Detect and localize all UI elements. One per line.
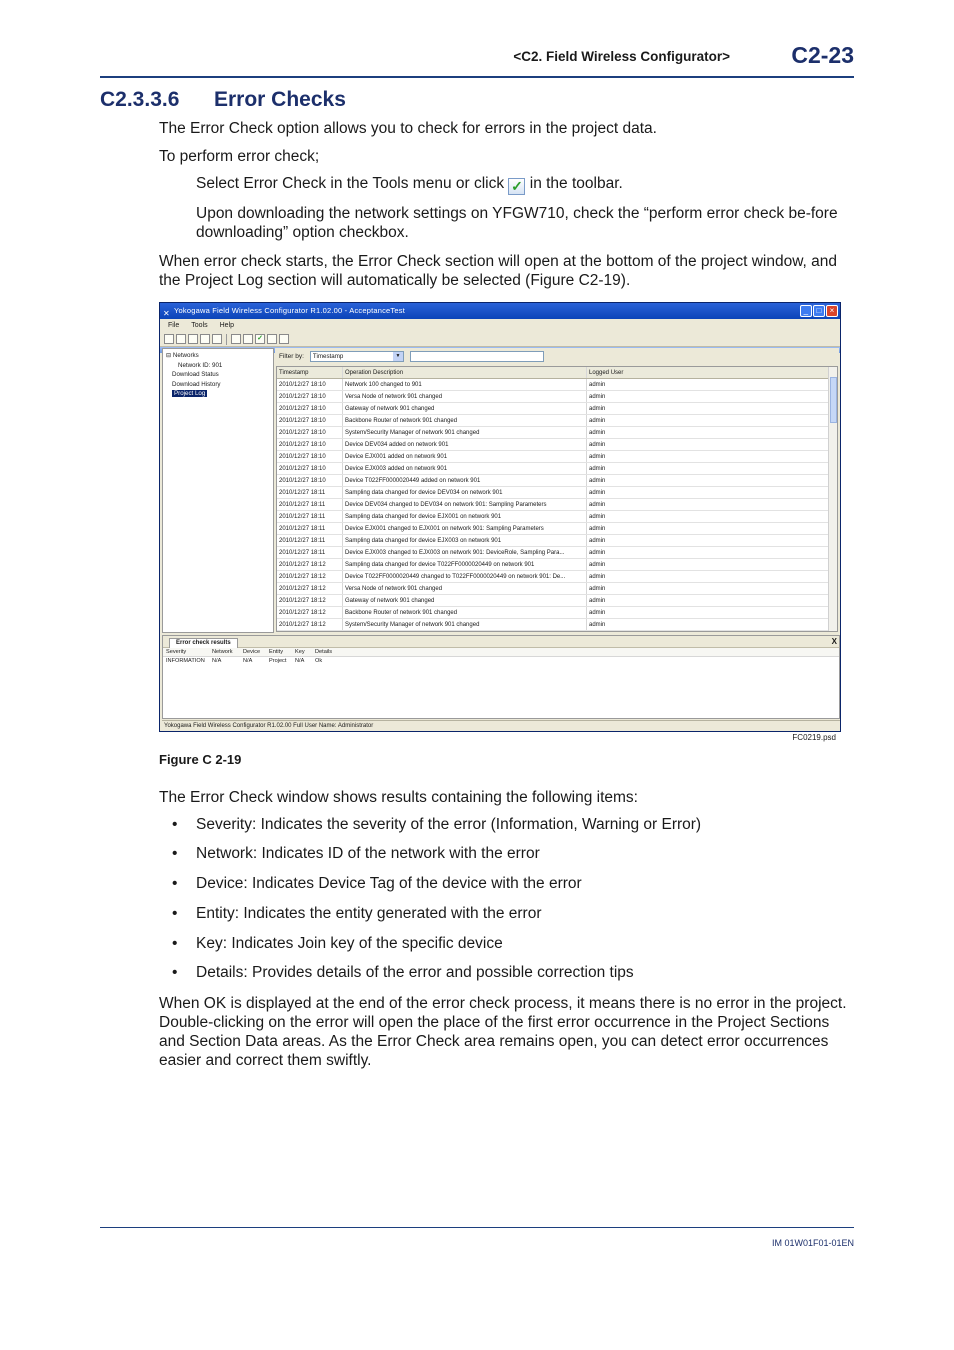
table-cell: 2010/12/27 18:11 <box>277 487 343 498</box>
table-cell: Backbone Router of network 901 changed <box>343 607 587 618</box>
step-2: Upon downloading the network settings on YFGW710, check the “perform error check be-fore downloading” option checkbox. <box>196 205 838 241</box>
table-cell: admin <box>589 454 606 460</box>
table-cell: 2010/12/27 18:12 <box>277 595 343 606</box>
table-cell: Versa Node of network 901 changed <box>343 391 587 402</box>
ec-col-entity[interactable]: Entity <box>269 649 283 655</box>
status-bar: Yokogawa Field Wireless Configurator R1.02.00 Full User Name: Administrator <box>162 720 840 730</box>
table-cell: 2010/12/27 18:11 <box>277 511 343 522</box>
table-cell: admin <box>589 526 606 532</box>
table-cell: 2010/12/27 18:10 <box>277 415 343 426</box>
table-header <box>277 367 837 379</box>
table-cell: Device T022FF0000020449 changed to T022FF0000020449 on network 901: De... <box>343 571 587 582</box>
table-cell: admin <box>589 610 606 616</box>
table-row[interactable] <box>277 451 837 463</box>
closing-paragraph: When OK is displayed at the end of the error check process, it means there is no error in the project. Double-clicking on the error will open the place of the first error occurrence in the Project Sections and Section Data areas. As the Error Check area remains open, you can detect error occurrences easier and correct them swiftly. <box>159 995 847 1069</box>
table-cell: Sampling data changed for device EJX001 on network 901 <box>343 511 587 522</box>
step-1 <box>196 174 846 195</box>
menu-tools[interactable]: Tools <box>191 322 208 329</box>
tree-node-network-id[interactable]: Network ID: 901 <box>178 361 223 369</box>
filter-label: Filter by: <box>279 353 304 360</box>
window-title: Yokogawa Field Wireless Configurator R1.02.00 - AcceptanceTest <box>174 306 405 315</box>
scroll-thumb[interactable] <box>830 377 837 423</box>
table-row[interactable] <box>277 619 837 631</box>
table-body <box>277 379 837 631</box>
minimize-button[interactable]: _ <box>800 305 812 317</box>
table-cell: Device DEV034 added on network 901 <box>343 439 587 450</box>
table-row[interactable] <box>277 427 837 439</box>
table-cell: 2010/12/27 18:10 <box>277 475 343 486</box>
table-cell: System/Security Manager of network 901 changed <box>343 619 587 630</box>
error-check-tabbar <box>163 636 839 648</box>
filter-select[interactable]: Timestamp ▼ <box>310 351 404 362</box>
table-cell: Versa Node of network 901 changed <box>343 583 587 594</box>
figure-file-code: FC0219.psd <box>792 733 836 742</box>
export-icon[interactable] <box>212 334 222 344</box>
maximize-button[interactable]: □ <box>813 305 825 317</box>
download-icon[interactable] <box>243 334 253 344</box>
table-row[interactable] <box>277 415 837 427</box>
error-check-toolbar-icon: ✓ <box>508 178 525 195</box>
procedure-lead: To perform error check; <box>159 148 320 165</box>
table-row[interactable] <box>277 583 837 595</box>
menu-help[interactable]: Help <box>219 322 235 329</box>
toolbar <box>160 332 840 347</box>
ec-cell: N/A <box>295 658 305 664</box>
list-item-details: Details: Provides details of the error and possible correction tips <box>196 964 634 981</box>
error-check-start-paragraph: When error check starts, the Error Check section will open at the bottom of the project window, and the Project Log section will automatically be selected (Figure C2-19). <box>159 253 838 289</box>
ec-col-device[interactable]: Device <box>243 649 261 655</box>
ec-col-details[interactable]: Details <box>315 649 333 655</box>
ec-cell: N/A <box>243 658 253 664</box>
running-header: <C2. Field Wireless Configurator> <box>513 49 730 64</box>
table-cell: System/Security Manager of network 901 changed <box>343 427 587 438</box>
error-check-panel <box>162 635 840 719</box>
filter-input[interactable] <box>410 351 544 362</box>
import-icon[interactable] <box>200 334 210 344</box>
bullet-marker: • <box>172 845 178 862</box>
table-cell: 2010/12/27 18:10 <box>277 439 343 450</box>
figure-caption: Figure C 2-19 <box>159 752 242 767</box>
project-tree <box>162 348 274 633</box>
table-cell: admin <box>589 478 606 484</box>
table-cell: 2010/12/27 18:10 <box>277 391 343 402</box>
list-item-device: Device: Indicates Device Tag of the device with the error <box>196 875 582 892</box>
table-cell: Device EJX001 changed to EJX001 on network 901: Sampling Parameters <box>343 523 587 534</box>
table-row[interactable] <box>277 571 837 583</box>
col-user[interactable]: Logged User <box>589 370 624 376</box>
table-cell: admin <box>589 550 606 556</box>
table-cell: admin <box>589 466 606 472</box>
table-row[interactable] <box>277 547 837 559</box>
table-row[interactable] <box>277 499 837 511</box>
ec-cell: INFORMATION <box>166 658 205 664</box>
app-icon: ✕ <box>163 309 170 318</box>
table-cell: Gateway of network 901 changed <box>343 403 587 414</box>
tree-node-download-history[interactable]: Download History <box>172 380 221 388</box>
table-cell: admin <box>589 622 606 628</box>
list-item-entity: Entity: Indicates the entity generated with the error <box>196 905 542 922</box>
table-cell: 2010/12/27 18:10 <box>277 451 343 462</box>
table-row[interactable] <box>277 487 837 499</box>
bullet-marker: • <box>172 816 178 833</box>
window-titlebar <box>160 303 840 319</box>
list-item-network: Network: Indicates ID of the network with the error <box>196 845 540 862</box>
table-row[interactable] <box>277 523 837 535</box>
error-check-header <box>163 648 839 657</box>
ec-col-severity[interactable]: Severity <box>166 649 187 655</box>
section-number: C2.3.3.6 <box>100 88 180 111</box>
table-cell: admin <box>589 538 606 544</box>
table-row[interactable] <box>277 475 837 487</box>
table-cell: 2010/12/27 18:11 <box>277 535 343 546</box>
close-button[interactable]: × <box>826 305 838 317</box>
bullet-marker: • <box>172 935 178 952</box>
items-intro: The Error Check window shows results containing the following items: <box>159 789 638 806</box>
vertical-scrollbar[interactable] <box>828 367 837 631</box>
table-cell: 2010/12/27 18:11 <box>277 547 343 558</box>
bullet-marker: • <box>172 905 178 922</box>
table-cell: Backbone Router of network 901 changed <box>343 415 587 426</box>
intro-paragraph: The Error Check option allows you to check for errors in the project data. <box>159 120 657 137</box>
table-cell: Device EJX003 added on network 901 <box>343 463 587 474</box>
menu-bar <box>160 319 840 332</box>
table-row[interactable] <box>277 379 837 391</box>
table-cell: admin <box>589 562 606 568</box>
chevron-down-icon: ▼ <box>393 352 403 361</box>
menu-file[interactable]: File <box>168 322 180 329</box>
ec-cell: N/A <box>212 658 222 664</box>
table-cell: Sampling data changed for device EJX003 on network 901 <box>343 535 587 546</box>
table-row[interactable] <box>277 595 837 607</box>
ec-cell: Ok <box>315 658 323 664</box>
table-cell: Device DEV034 changed to DEV034 on network 901: Sampling Parameters <box>343 499 587 510</box>
table-cell: admin <box>589 442 606 448</box>
table-row[interactable] <box>277 403 837 415</box>
table-cell: 2010/12/27 18:11 <box>277 499 343 510</box>
ec-col-network[interactable]: Network <box>212 649 233 655</box>
table-row[interactable] <box>277 511 837 523</box>
table-cell: admin <box>589 574 606 580</box>
table-cell: admin <box>589 406 606 412</box>
table-cell: admin <box>589 514 606 520</box>
table-cell: Device EJX001 added on network 901 <box>343 451 587 462</box>
table-cell: 2010/12/27 18:12 <box>277 571 343 582</box>
table-cell: 2010/12/27 18:12 <box>277 619 343 630</box>
page-number: C2-23 <box>791 42 854 68</box>
tab-error-check-results[interactable]: Error check results <box>169 638 238 648</box>
print-icon[interactable] <box>231 334 241 344</box>
error-check-icon[interactable]: ✓ <box>255 334 265 344</box>
list-item-key: Key: Indicates Join key of the specific device <box>196 935 503 952</box>
table-cell: 2010/12/27 18:10 <box>277 463 343 474</box>
tree-node-networks[interactable]: ⊟ Networks <box>166 352 199 359</box>
ec-cell: Project <box>269 658 287 664</box>
table-cell: admin <box>589 394 606 400</box>
table-row[interactable] <box>277 391 837 403</box>
open-icon[interactable] <box>176 334 186 344</box>
section-heading <box>100 88 346 112</box>
save-icon[interactable] <box>188 334 198 344</box>
table-cell: Sampling data changed for device T022FF0000020449 on network 901 <box>343 559 587 570</box>
step-1-text-b: in the toolbar. <box>529 175 623 192</box>
step-1-text-a: Select Error Check in the Tools menu or click <box>196 175 505 192</box>
table-cell: admin <box>589 382 606 388</box>
search-icon[interactable] <box>279 334 289 344</box>
table-row[interactable] <box>277 463 837 475</box>
header-rule <box>100 76 854 78</box>
table-cell: Sampling data changed for device DEV034 on network 901 <box>343 487 587 498</box>
close-icon[interactable]: X <box>831 637 837 646</box>
table-row[interactable] <box>277 559 837 571</box>
table-cell: Device EJX003 changed to EJX003 on network 901: DeviceRole, Sampling Para... <box>343 547 587 558</box>
table-cell: 2010/12/27 18:12 <box>277 559 343 570</box>
table-row[interactable] <box>277 607 837 619</box>
table-cell: 2010/12/27 18:12 <box>277 607 343 618</box>
footer-rule <box>100 1227 854 1228</box>
tree-node-project-log[interactable]: Project Log <box>174 390 206 397</box>
document-number: IM 01W01F01-01EN <box>771 1238 854 1248</box>
table-cell: 2010/12/27 18:10 <box>277 427 343 438</box>
table-cell: 2010/12/27 18:10 <box>277 403 343 414</box>
section-title: Error Checks <box>214 88 346 111</box>
table-cell: admin <box>589 502 606 508</box>
table-cell: 2010/12/27 18:11 <box>277 523 343 534</box>
table-cell: admin <box>589 490 606 496</box>
table-cell: admin <box>589 598 606 604</box>
table-cell: 2010/12/27 18:12 <box>277 583 343 594</box>
filter-bar <box>279 351 544 362</box>
error-check-row[interactable] <box>163 657 839 666</box>
table-cell: Device T022FF0000020449 added on network 901 <box>343 475 587 486</box>
table-cell: admin <box>589 418 606 424</box>
table-cell: Gateway of network 901 changed <box>343 595 587 606</box>
project-log-table <box>276 366 838 632</box>
toolbar-separator <box>226 334 227 345</box>
table-cell: 2010/12/27 18:10 <box>277 379 343 390</box>
table-cell: admin <box>589 586 606 592</box>
hand-icon[interactable] <box>267 334 277 344</box>
project-log-pane <box>275 348 839 633</box>
bullet-marker: • <box>172 875 178 892</box>
list-item-severity: Severity: Indicates the severity of the error (Information, Warning or Error) <box>196 816 702 833</box>
tree-node-download-status[interactable]: Download Status <box>172 371 219 378</box>
new-icon[interactable] <box>164 334 174 344</box>
col-timestamp[interactable]: Timestamp <box>277 367 343 378</box>
table-cell: Network 100 changed to 901 <box>343 379 587 390</box>
table-row[interactable] <box>277 535 837 547</box>
configurator-window-screenshot <box>159 302 841 732</box>
col-operation[interactable]: Operation Description <box>343 367 587 378</box>
table-row[interactable] <box>277 439 837 451</box>
bullet-marker: • <box>172 964 178 981</box>
table-cell: admin <box>589 430 606 436</box>
ec-col-key[interactable]: Key <box>295 649 305 655</box>
